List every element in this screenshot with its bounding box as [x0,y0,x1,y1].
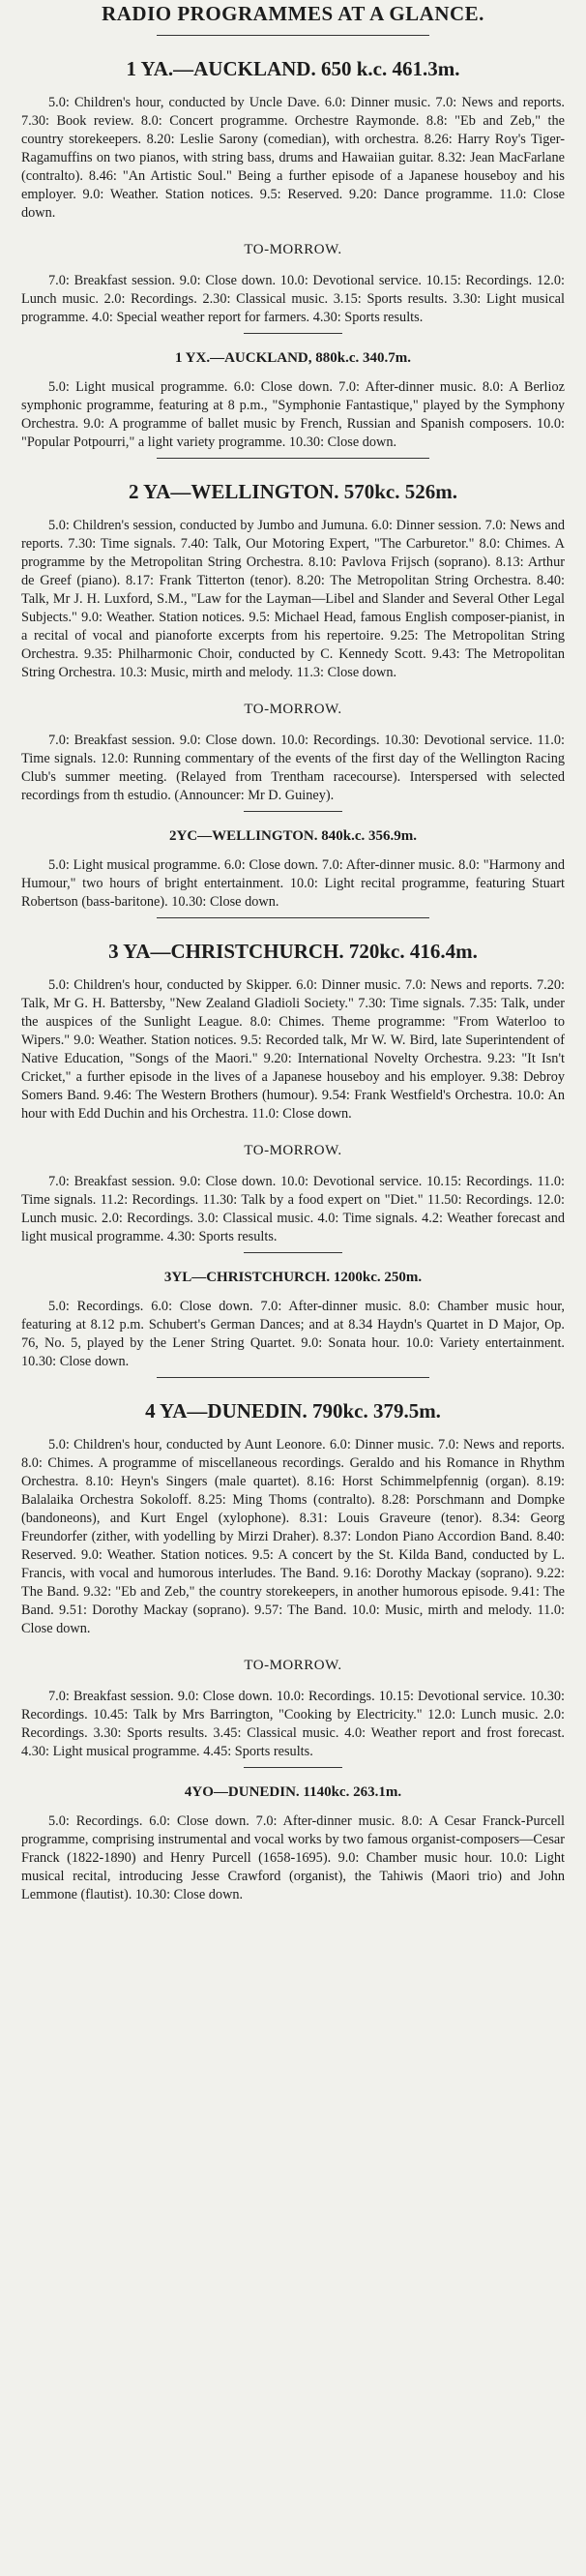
station-2ya [21,480,565,812]
section-divider [244,1767,342,1768]
programme-tomorrow: 7.0: Breakfast session. 9.0: Close down. 10.0: Recordings. 10.30: Devotional service. 11.0: Time signals. 12.0: Running commentary of the events of the first day of the Wellington Racing Club's summer meeting. (Relayed from Trentham racecourse). Interspersed with selected recordings from th estudio. (Announcer: Mr D. Guiney). [21,733,565,803]
section-divider [244,333,342,334]
station-heading: 4YO—DUNEDIN. 1140kc. 263.1m. [184,1784,402,1800]
programme-tomorrow: 7.0: Breakfast session. 9.0: Close down. 10.0: Devotional service. 10.15: Recordings. 11.0: Time signals. 11.2: Recordings. 11.30: Talk by a food expert on "Diet." 11.50: Recordings. 12.0: Lunch music. 2.0: Recordings. 3.0: Classical music. 4.0: Time signals. 4.2: Weather forecast and light musical programme. 4.30: Sports results. [21,1174,565,1244]
section-divider [244,1252,342,1253]
title-divider [157,35,429,36]
page-title: RADIO PROGRAMMES AT A GLANCE. [102,2,484,25]
programme-tomorrow: 7.0: Breakfast session. 9.0: Close down. 10.0: Recordings. 10.15: Devotional service. 10.30: Recordings. 10.45: Talk by Mrs Barrington, "Cooking by Electricity." 12.0: Lunch music. 2.0: Recordings. 3.30: Sports results. 3.45: Classical music. 4.0: Weather report and frost forecast. 4.30: Light musical programme. 4.45: Sports results. [21,1689,565,1759]
station-heading: 1 YX.—AUCKLAND, 880k.c. 340.7m. [174,350,412,366]
programme-today: 5.0: Recordings. 6.0: Close down. 7.0: After-dinner music. 8.0: A Cesar Franck-Purcell programme, comprising instrumental and vocal works by two famous organist-composers—Cesar Franck (1822-1890) and Henry Purcell (1658-1695). 9.0: Chamber music hour. 10.0: Light musical recital, introducing Jesse Crawford (organist), the Tahiwis (Maori trio) and John Lemmone (flautist). 10.30: Close down. [21,1813,565,1902]
station-heading: 2 YA—WELLINGTON. 570kc. 526m. [129,480,457,503]
programme-today: 5.0: Children's hour, conducted by Skipper. 6.0: Dinner music. 7.0: News and reports. 7.20: Talk, Mr G. H. Battersby, "New Zealand Gladioli Society." 7.30: Time signals. 7.35: Talk, under the auspices of the Sunlight League. 8.0: Chimes. Theme programme: "From Waterloo to Wipers." 9.0: Weather. Station notices. 9.5: Recorded talk, Mr W. W. Bird, late Superintendent of Native Education, "Songs of the Maori." 9.20: International Novelty Orchestra. 9.23: "It Isn't Cricket," a further episode in the lives of a Japanese houseboy and his employer. 9.38: Debroy Somers Band. 9.46: The Western Brothers (humour). 9.54: Frank Westfield's Orchestra. 10.0: An hour with Edd Duchin and his Orchestra. 11.0: Close down. [21,977,565,1122]
station-1ya [21,57,565,334]
station-3ya [21,940,565,1253]
programme-tomorrow: 7.0: Breakfast session. 9.0: Close down. 10.0: Devotional service. 10.15: Recordings. 12.0: Lunch music. 2.0: Recordings. 2.30: Classical music. 3.15: Sports results. 3.30: Light musical programme. 4.0: Special weather report for farmers. 4.30: Sports results. [21,273,565,325]
tomorrow-label: TO-MORROW. [244,1658,342,1673]
station-3yl [21,1269,565,1378]
tomorrow-label: TO-MORROW. [244,1143,342,1158]
programme-today: 5.0: Recordings. 6.0: Close down. 7.0: After-dinner music. 8.0: Chamber music hour, featuring at 8.12 p.m. Schubert's German Dances; and at 8.34 Haydn's Quartet in D Major, Op. 76, No. 5, played by the Lener String Quartet. 9.0: Sonata hour. 10.0: Variety entertainment. 10.30: Close down. [21,1299,565,1369]
programme-today: 5.0: Light musical programme. 6.0: Close down. 7.0: After-dinner music. 8.0: A Berlioz symphonic programme, featuring at 8 p.m., "Symphonie Fantastique," played by the Symphony Orchestra. 9.0: A programme of ballet music by French, Russian and Spanish composers. 10.0: "Popular Potpourri," a light variety programme. 10.30: Close down. [21,379,565,450]
station-heading: 2YC—WELLINGTON. 840k.c. 356.9m. [169,828,417,844]
section-divider [157,1377,429,1378]
section-divider [157,458,429,459]
station-4yo [21,1783,565,1904]
tomorrow-label: TO-MORROW. [244,242,342,257]
station-heading: 1 YA.—AUCKLAND. 650 k.c. 461.3m. [126,57,460,80]
station-heading: 3 YA—CHRISTCHURCH. 720kc. 416.4m. [108,940,478,963]
programme-today: 5.0: Children's hour, conducted by Aunt Leonore. 6.0: Dinner music. 7.0: News and reports. 8.0: Chimes. A programme of miscellaneous recordings. Geraldo and his Romance in Rhythm Orchestra. 8.10: Heyn's Singers (male quartet). 8.16: Horst Schimmelpfennig (organ). 8.19: Balalaika Orchestra Sokoloff. 8.25: Ming Thoms (contralto). 8.28: Porschmann and Dompke (bandoneons), and Kurt Engel (xylophone). 8.31: Louis Graveure (tenor). 8.34: Georg Freundorfer (zither, with yodelling by Mirzi Draher). 8.37: London Piano Accordion Band. 8.40: Reserved. 9.0: Weather. Station notices. 9.5: A concert by the St. Kilda Band, conducted by L. Francis, with vocal and humorous interludes. The Band. 9.16: Dorothy Mackay (soprano). 9.22: The Band. 9.32: "Eb and Zeb," the country storekeepers, in another humorous episode. 9.41: The Band. 9.51: Dorothy Mackay (soprano). 9.57: The Band. 10.0: Music, mirth and melody. 11.0: Close down. [21,1437,565,1636]
station-heading: 4 YA—DUNEDIN. 790kc. 379.5m. [145,1399,441,1423]
station-2yc [21,827,565,918]
section-divider [244,811,342,812]
station-heading: 3YL—CHRISTCHURCH. 1200kc. 250m. [163,1270,423,1285]
programme-today: 5.0: Children's session, conducted by Jumbo and Jumuna. 6.0: Dinner session. 7.0: News and reports. 7.30: Time signals. 7.40: Talk, Our Motoring Expert, "The Carburetor." 8.0: Chimes. A programme by the Metropolitan String Orchestra. 8.10: Pavlova Frijsch (soprano). 8.13: Arthur de Greef (piano). 8.17: Frank Titterton (tenor). 8.20: The Metropolitan String Orchestra. 8.40: Talk, Mr J. H. Luxford, S.M., "Law for the Layman—Libel and Slander and Several Other Legal Subjects." 9.0: Weather. Station notices. 9.5: Michael Head, famous English composer-pianist, in a recital of vocal and pianoforte excerpts from his repertoire. 9.25: The Metropolitan String Orchestra. 9.35: Philharmonic Choir, conducted by C. Kennedy Scott. 9.43: The Metropolitan String Orchestra. 10.3: Music, mirth and melody. 11.3: Close down. [21,518,565,680]
tomorrow-label: TO-MORROW. [244,702,342,717]
programme-today: 5.0: Children's hour, conducted by Uncle Dave. 6.0: Dinner music. 7.0: News and reports. 7.30: Book review. 8.0: Concert programme. Orchestre Raymonde. 8.8: "Eb and Zeb," the country storekeepers. 8.20: Leslie Sarony (comedian), with orchestra. 8.26: Harry Roy's Tiger-Ragamuffins on two pianos, with string bass, drums and Hawaiian guitar. 8.32: Jean MacFarlane (contralto). 8.46: "An Artistic Soul." Being a further episode of a Japanese houseboy and his employer. 9.0: Weather. Station notices. 9.5: Reserved. 9.20: Dance programme. 11.0: Close down. [21,95,565,221]
station-4ya [21,1399,565,1768]
programme-today: 5.0: Light musical programme. 6.0: Close down. 7.0: After-dinner music. 8.0: "Harmony and Humour," two hours of bright entertainment. 10.0: Light recital programme, featuring Stuart Robertson (bass-baritone). 10.30: Close down. [21,857,565,910]
station-1yx [21,349,565,459]
section-divider [157,917,429,918]
